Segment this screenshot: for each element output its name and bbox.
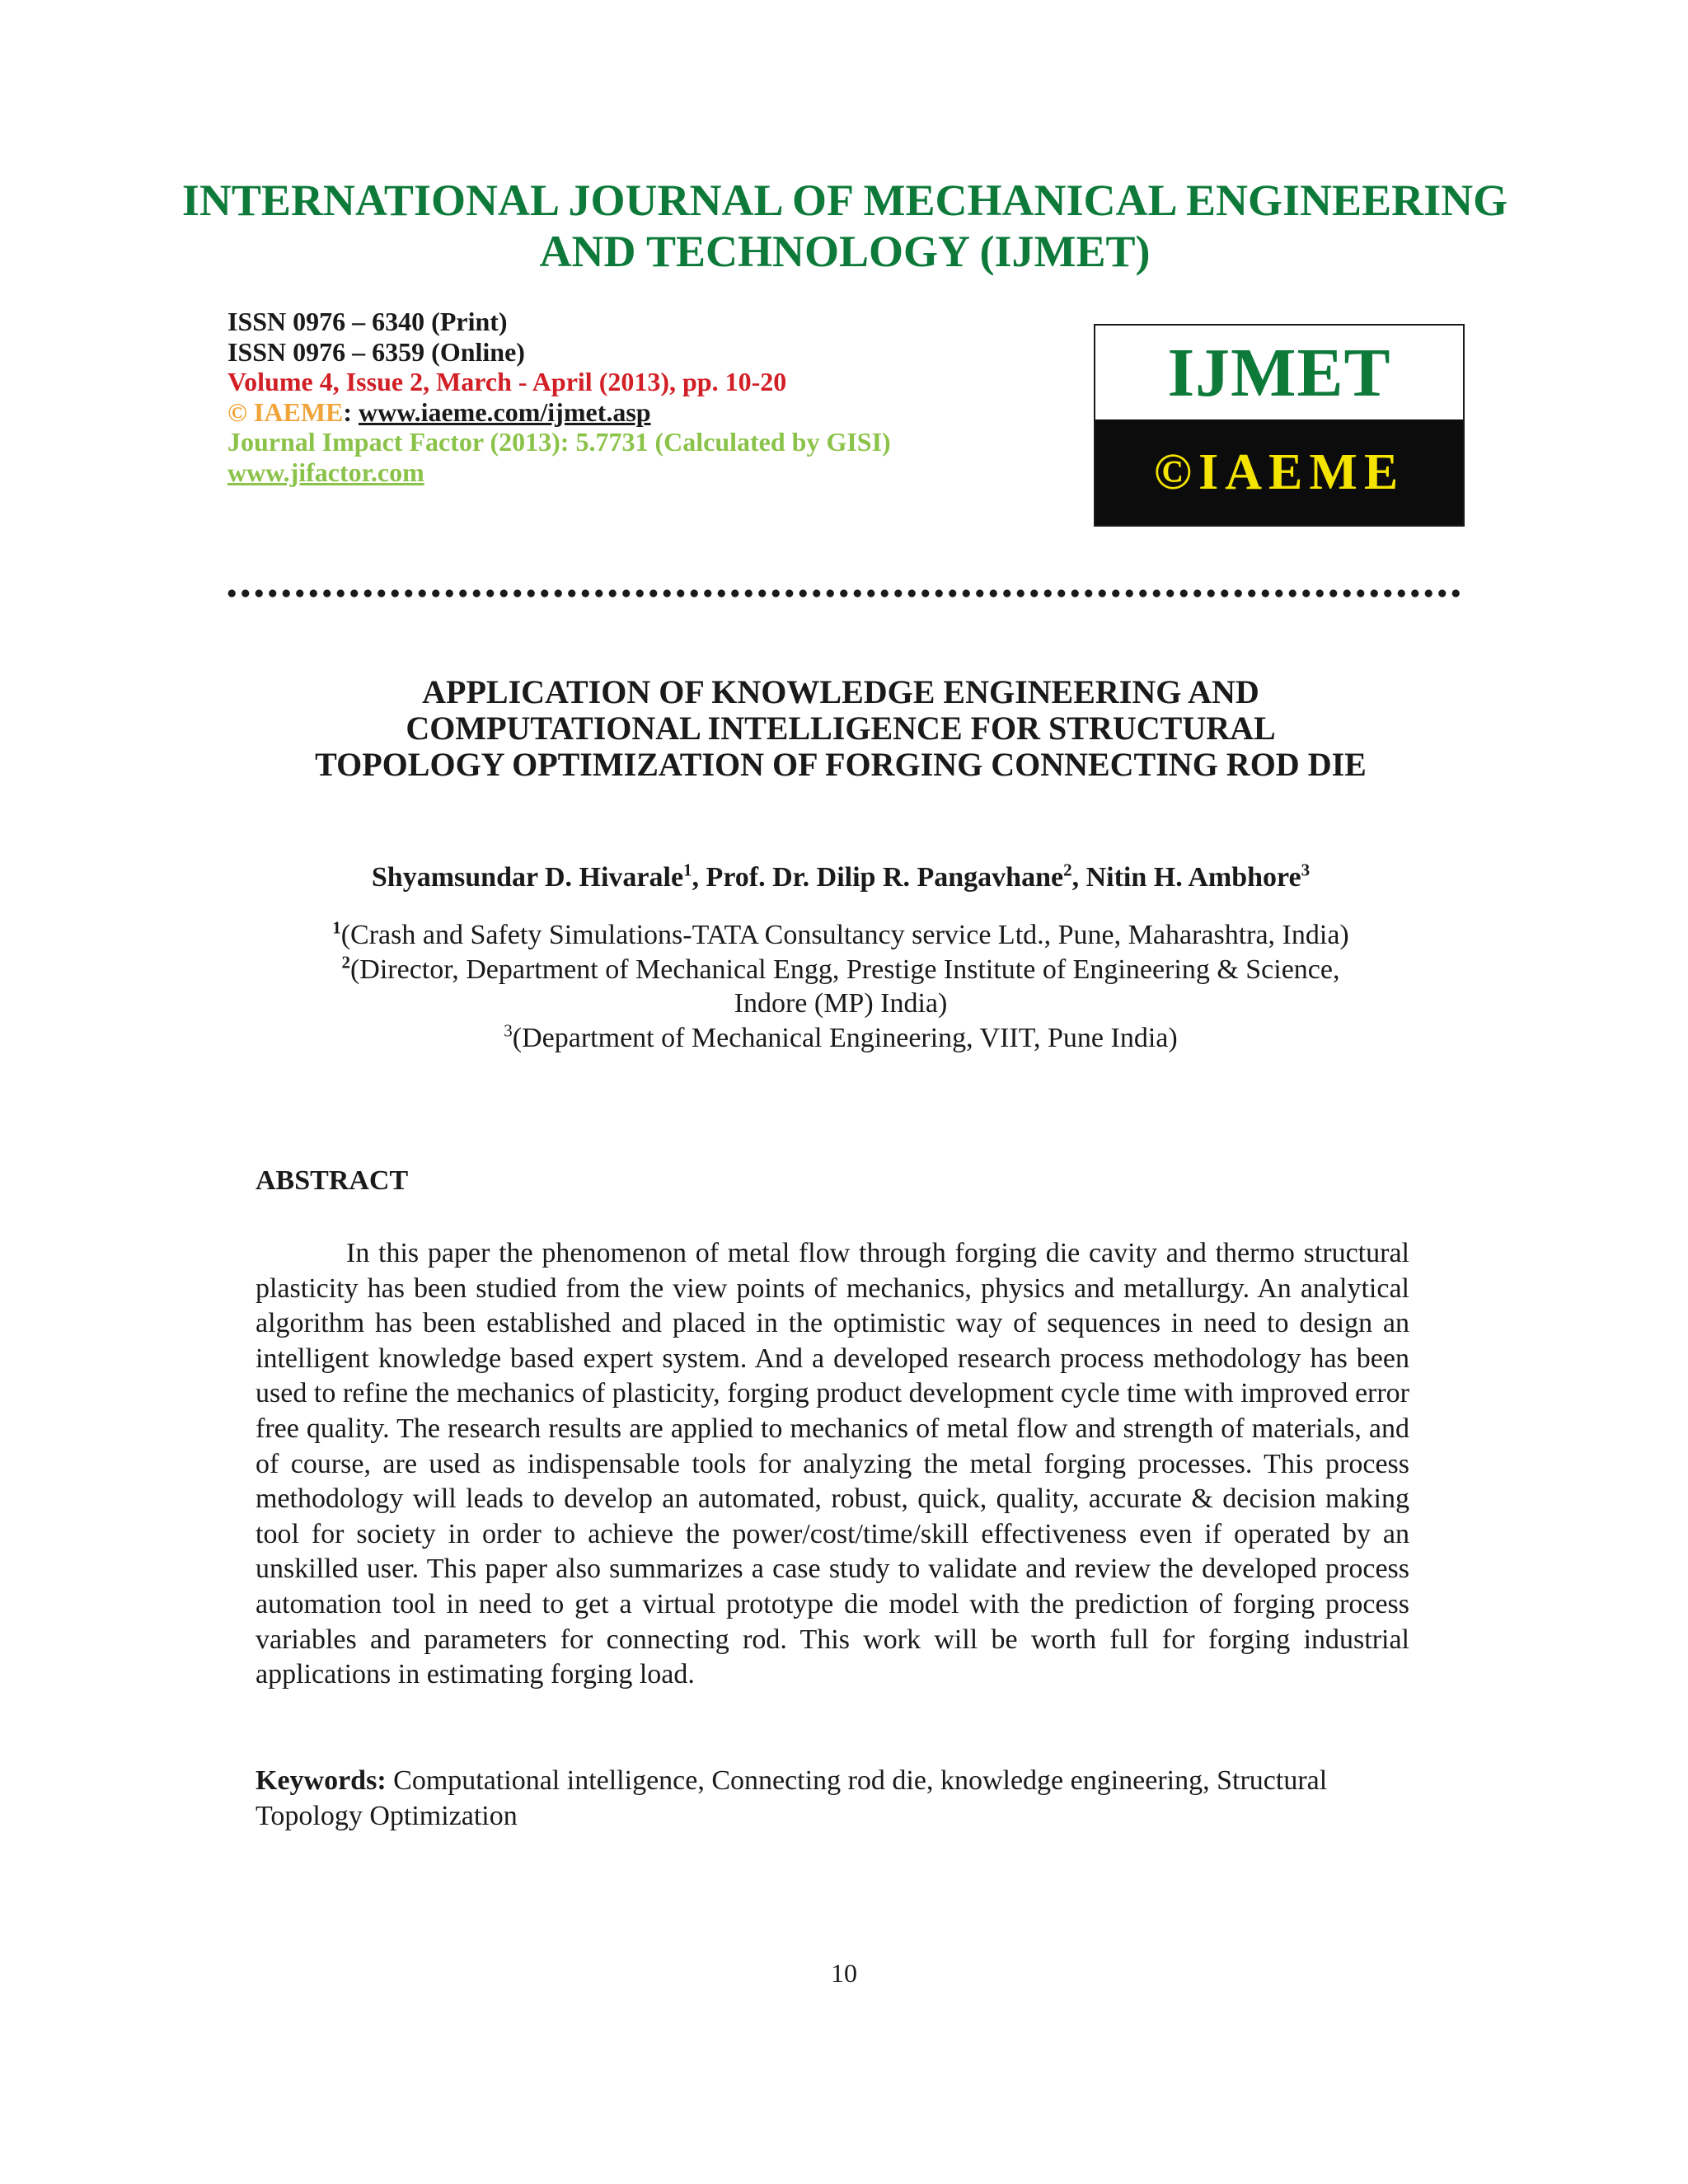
keywords-label: Keywords: bbox=[256, 1765, 387, 1796]
affiliation-list bbox=[181, 918, 1500, 1055]
affiliation bbox=[181, 953, 1500, 987]
author-separator: , bbox=[692, 862, 706, 893]
keywords bbox=[256, 1764, 1409, 1834]
abstract-heading: ABSTRACT bbox=[256, 1165, 409, 1196]
paper-title bbox=[181, 674, 1500, 783]
impact-factor: Journal Impact Factor (2013): 5.7731 (Calculated by GISI) bbox=[227, 427, 891, 457]
journal-title-line-1: INTERNATIONAL JOURNAL OF MECHANICAL ENGINEERING bbox=[181, 176, 1508, 225]
author-name: Shyamsundar D. Hivarale bbox=[371, 862, 684, 893]
volume-issue: Volume 4, Issue 2, March - April (2013), pp. 10-20 bbox=[227, 367, 787, 396]
page-number: 10 bbox=[831, 1958, 857, 1988]
journal-logo bbox=[1094, 324, 1465, 527]
affiliation-mark: 3 bbox=[504, 1020, 513, 1041]
affiliation-text: (Department of Mechanical Engineering, VIIT, Pune India) bbox=[512, 1022, 1178, 1053]
affiliation-mark: 2 bbox=[341, 952, 350, 972]
author-mark: 1 bbox=[683, 860, 692, 880]
publisher-mark: © IAEME bbox=[227, 396, 344, 427]
affiliation bbox=[181, 1021, 1500, 1056]
publisher-url-link[interactable]: www.iaeme.com/ijmet.asp bbox=[359, 396, 651, 427]
publisher-line bbox=[227, 397, 1052, 428]
affiliation-text: (Director, Department of Mechanical Engg, Prestige Institute of Engineering & Science, bbox=[349, 954, 1340, 985]
journal-metadata bbox=[227, 307, 1052, 487]
affiliation-text: (Crash and Safety Simulations-TATA Consultancy service Ltd., Pune, Maharashtra, India) bbox=[340, 920, 1349, 950]
impact-url-link[interactable]: www.jifactor.com bbox=[227, 457, 424, 487]
author-list bbox=[181, 861, 1500, 894]
issn-online: ISSN 0976 – 6359 (Online) bbox=[227, 336, 525, 367]
logo-iaeme-text: ©IAEME bbox=[1095, 419, 1463, 525]
author-mark: 2 bbox=[1063, 860, 1072, 880]
paper-title-line-3: TOPOLOGY OPTIMIZATION OF FORGING CONNECTING ROD DIE bbox=[315, 746, 1367, 783]
journal-title bbox=[165, 175, 1525, 277]
author-name: Prof. Dr. Dilip R. Pangavhane bbox=[706, 862, 1064, 893]
logo-ijmet-text: IJMET bbox=[1095, 326, 1463, 421]
author-mark: 3 bbox=[1301, 860, 1311, 880]
author-name: Nitin H. Ambhore bbox=[1085, 862, 1301, 893]
author-separator: , bbox=[1071, 862, 1086, 893]
abstract-body: In this paper the phenomenon of metal flow through forging die cavity and thermo structural plasticity has been studied from the view points of mechanics, physics and metallurgy. An analytical algorithm has been established and placed in the optimistic way of sequences in need to design an intelligent knowledge based expert system. And a developed research process methodology has been used to refine the mechanics of plasticity, forging product development cycle time with improved error free quality. The research results are applied to mechanics of metal flow and strength of materials, and of course, are used as indispensable tools for analyzing the metal forging processes. This process methodology will leads to develop an automated, robust, quick, quality, accurate & decision making tool for society in order to achieve the power/cost/time/skill effectiveness even if operated by an unskilled user. This paper also summarizes a case study to validate and review the developed process automation tool in need to get a virtual prototype die model with the prediction of forging process variables and parameters for connecting rod. This work will be worth full for forging industrial applications in estimating forging load. bbox=[256, 1238, 1409, 1690]
impact-url-line bbox=[227, 457, 1052, 488]
paper-title-line-1: APPLICATION OF KNOWLEDGE ENGINEERING AND bbox=[422, 673, 1259, 710]
paper-title-line-2: COMPUTATIONAL INTELLIGENCE FOR STRUCTURAL bbox=[406, 710, 1276, 747]
affiliation-mark: 1 bbox=[332, 917, 341, 938]
dotted-separator bbox=[225, 588, 1465, 598]
affiliation-continuation: Indore (MP) India) bbox=[734, 988, 948, 1019]
issn-print: ISSN 0976 – 6340 (Print) bbox=[227, 307, 508, 336]
affiliation bbox=[181, 918, 1500, 953]
journal-title-line-2: AND TECHNOLOGY (IJMET) bbox=[539, 227, 1151, 276]
keywords-text: Computational intelligence, Connecting rod die, knowledge engineering, Structural Topology Optimization bbox=[256, 1765, 1328, 1831]
publisher-separator: : bbox=[343, 396, 359, 427]
